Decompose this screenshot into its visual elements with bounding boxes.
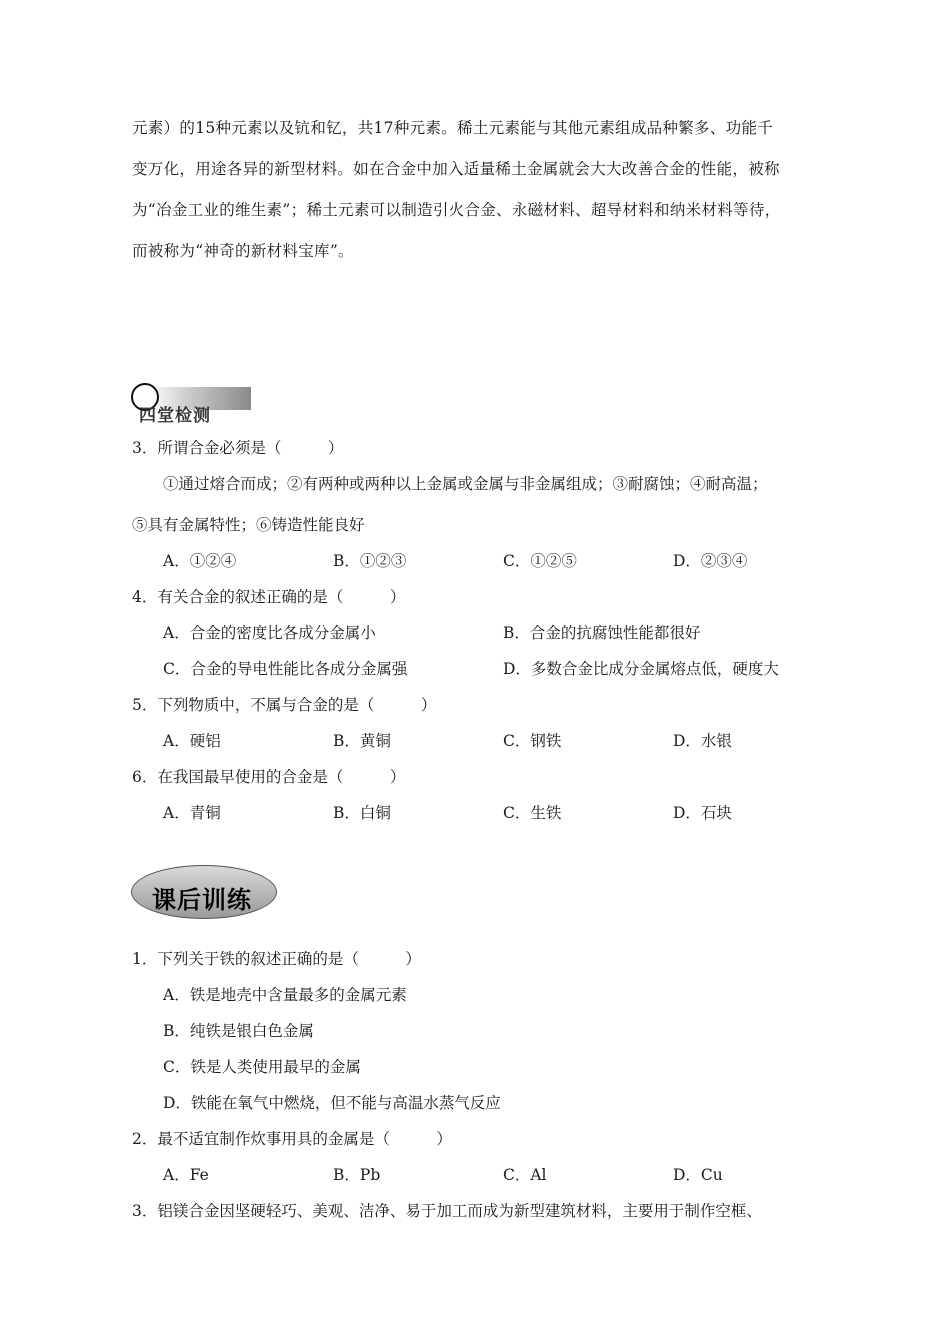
option-b[interactable]: B．纯铁是银白色金属 [163, 1022, 314, 1040]
option-c[interactable]: C．钢铁 [503, 732, 562, 750]
question-stem: 3．铝镁合金因坚硬轻巧、美观、洁净、易于加工而成为新型建筑材料，主要用于制作空框、 [132, 1202, 762, 1220]
option-c[interactable]: C．Al [503, 1166, 547, 1184]
intro-line-3: 为“冶金工业的维生素”；稀土元素可以制造引火合金、永磁材料、超导材料和纳米材料等待， [132, 201, 781, 219]
option-a[interactable]: A．青铜 [163, 804, 221, 822]
option-a[interactable]: A．合金的密度比各成分金属小 [163, 624, 376, 642]
option-d[interactable]: D．Cu [673, 1166, 723, 1184]
section-banner-homework [131, 865, 277, 919]
option-b[interactable]: B．合金的抗腐蚀性能都很好 [503, 624, 701, 642]
option-d[interactable]: D．石块 [673, 804, 732, 822]
option-c[interactable]: C．生铁 [503, 804, 562, 822]
section-banner-check [131, 383, 253, 426]
intro-line-1: 元素）的15种元素以及钪和钇，共17种元素。稀土元素能与其他元素组成品种繁多、功能千 [132, 119, 774, 137]
option-a[interactable]: A．Fe [163, 1166, 209, 1184]
question-stem: 1．下列关于铁的叙述正确的是（ ） [132, 950, 421, 968]
option-b[interactable]: B．①②③ [333, 552, 407, 570]
option-a[interactable]: A．铁是地壳中含量最多的金属元素 [163, 986, 407, 1004]
option-c[interactable]: C．铁是人类使用最早的金属 [163, 1058, 361, 1076]
question-stem: 3．所谓合金必须是（ ） [132, 439, 344, 457]
option-b[interactable]: B．黄铜 [333, 732, 391, 750]
option-a[interactable]: A．硬铝 [163, 732, 221, 750]
question-stem: 4．有关合金的叙述正确的是（ ） [132, 588, 406, 606]
question-stem: 5．下列物质中，不属与合金的是（ ） [132, 696, 437, 714]
question-text-line: ①通过熔合而成；②有两种或两种以上金属或金属与非金属组成；③耐腐蚀；④耐高温； [163, 475, 768, 493]
option-d[interactable]: D．铁能在氧气中燃烧，但不能与高温水蒸气反应 [163, 1094, 501, 1112]
section-title: 四堂检测 [139, 406, 211, 426]
option-c[interactable]: C．合金的导电性能比各成分金属强 [163, 660, 408, 678]
question-stem: 2．最不适宜制作炊事用具的金属是（ ） [132, 1130, 452, 1148]
question-text-line: ⑤具有金属特性；⑥铸造性能良好 [132, 516, 365, 534]
intro-line-2: 变万化，用途各异的新型材料。如在合金中加入适量稀土金属就会大大改善合金的性能，被称 [132, 160, 780, 178]
option-b[interactable]: B．白铜 [333, 804, 391, 822]
option-d[interactable]: D．多数合金比成分金属熔点低，硬度大 [503, 660, 779, 678]
option-c[interactable]: C．①②⑤ [503, 552, 577, 570]
intro-line-4: 而被称为“神奇的新材料宝库”。 [132, 242, 354, 260]
option-d[interactable]: D．②③④ [673, 552, 748, 570]
option-a[interactable]: A．①②④ [163, 552, 237, 570]
question-stem: 6．在我国最早使用的合金是（ ） [132, 768, 406, 786]
option-b[interactable]: B．Pb [333, 1166, 381, 1184]
section-title: 课后训练 [152, 886, 252, 914]
option-d[interactable]: D．水银 [673, 732, 732, 750]
